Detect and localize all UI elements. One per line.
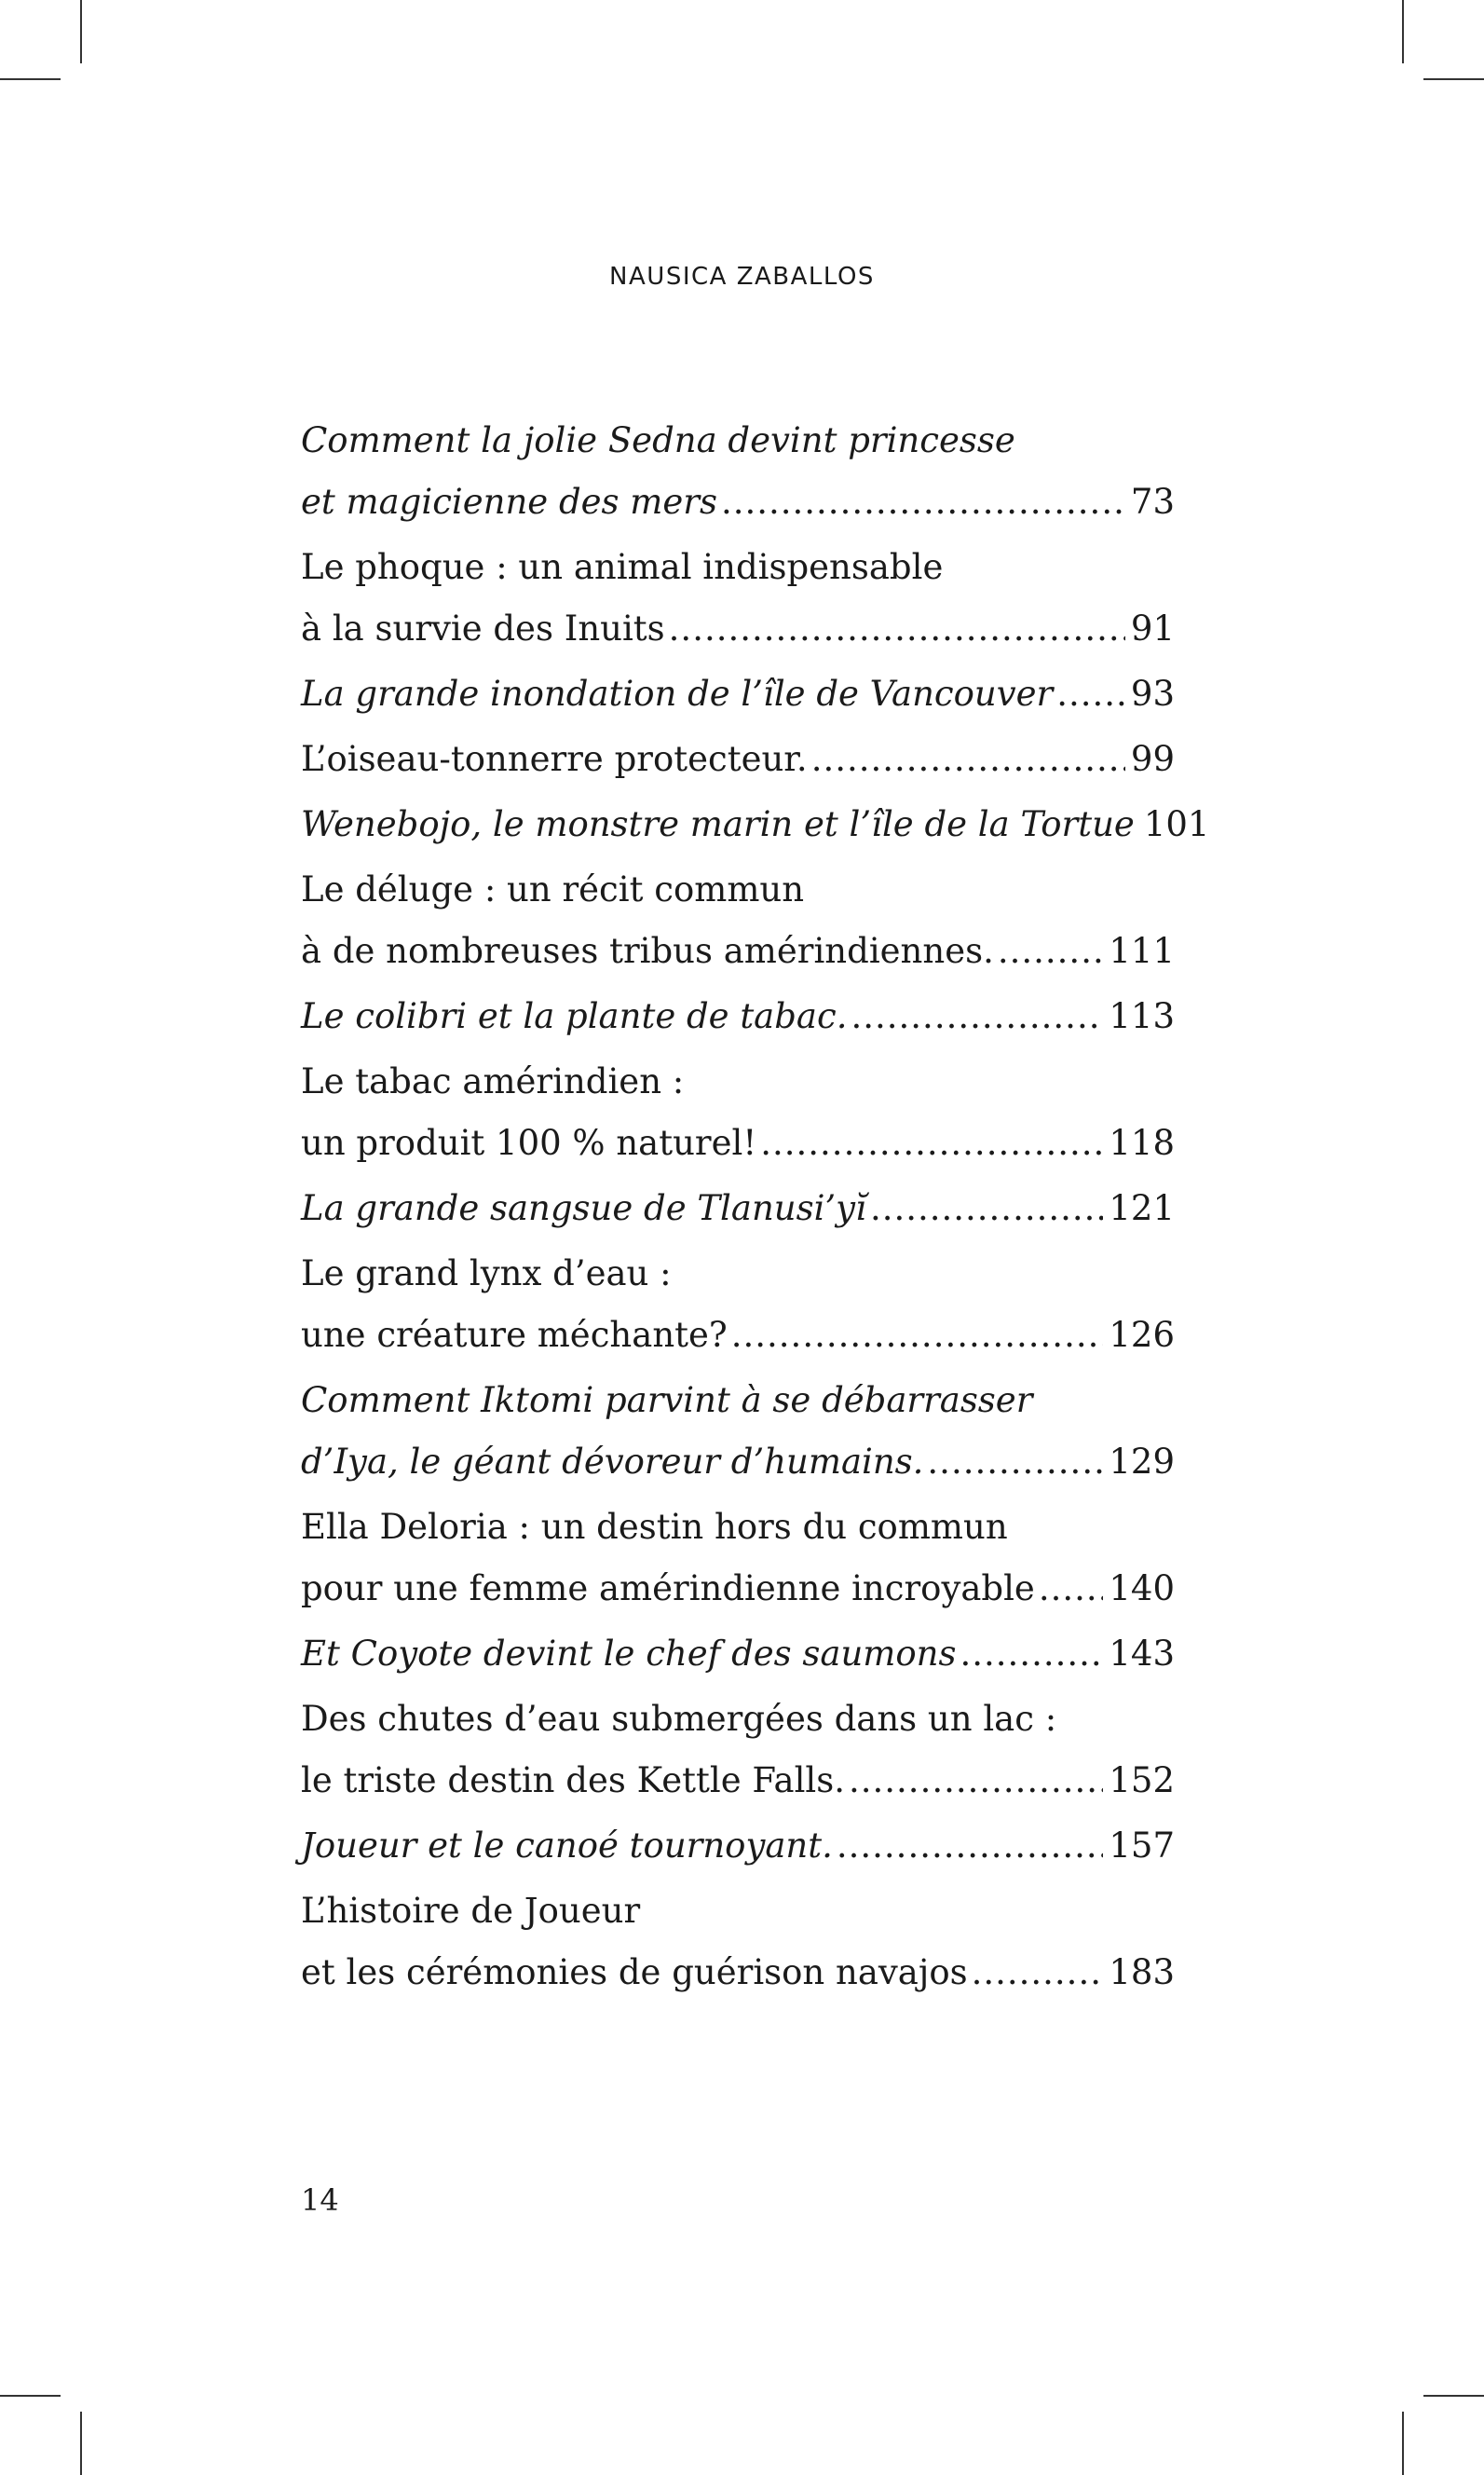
toc-entry xyxy=(301,663,1175,725)
toc-entry xyxy=(301,1497,1175,1620)
toc-entry-title-line: et magicienne des mers xyxy=(301,482,717,522)
dot-leader xyxy=(851,986,1103,1047)
crop-mark-top-left xyxy=(80,0,82,63)
dot-leader xyxy=(1039,1558,1104,1620)
toc-entry-title-line: Comment Iktomi parvint à se débarrasser xyxy=(301,1380,1033,1420)
toc-entry-title-line: L’oiseau-tonnerre protecteur. xyxy=(301,739,808,779)
toc-entry-page: 113 xyxy=(1109,996,1175,1036)
toc-entry-page: 157 xyxy=(1109,1825,1175,1866)
toc-entry xyxy=(301,1689,1175,1812)
toc-entry-row xyxy=(301,1558,1175,1620)
toc-entry-row xyxy=(301,794,1210,855)
toc-entry-page: 73 xyxy=(1130,482,1175,522)
crop-mark-top-right xyxy=(1402,0,1404,63)
toc-entry xyxy=(301,1051,1175,1174)
toc-entry-title-line: Joueur et le canoé tournoyant. xyxy=(301,1825,833,1866)
toc-entry-title-line: Le déluge : un récit commun xyxy=(301,869,805,909)
toc-entry-title-line: La grande inondation de l’île de Vancouver xyxy=(301,674,1054,714)
toc-entry-page: 118 xyxy=(1109,1123,1175,1163)
dot-leader xyxy=(960,1623,1104,1685)
page-number: 14 xyxy=(301,2182,339,2218)
dot-leader xyxy=(927,1431,1103,1493)
toc-entry-page: 126 xyxy=(1109,1315,1175,1355)
toc-entry xyxy=(301,729,1175,790)
dot-leader xyxy=(1056,663,1125,725)
toc-entry-row xyxy=(301,986,1175,1047)
toc-entry xyxy=(301,1623,1175,1685)
toc-entry-row xyxy=(301,1113,1175,1174)
toc-entry-title-line: à la survie des Inuits xyxy=(301,608,665,649)
toc-entry-title-line: Comment la jolie Sedna devint princesse xyxy=(301,420,1015,460)
toc-entry-title-line: Le colibri et la plante de tabac. xyxy=(301,996,848,1036)
toc-entry-title-line: le triste destin des Kettle Falls. xyxy=(301,1760,845,1800)
toc-entry-title-line: Et Coyote devint le chef des saumons xyxy=(301,1634,957,1674)
dot-leader xyxy=(849,1750,1103,1812)
crop-mark-bottom-left xyxy=(80,2412,82,2475)
toc-entry xyxy=(301,1243,1175,1366)
toc-entry-row xyxy=(301,1815,1175,1877)
toc-entry-row xyxy=(301,921,1175,982)
toc-entry-page: 121 xyxy=(1109,1188,1175,1228)
dot-leader xyxy=(669,598,1125,660)
toc-entry-title-line: et les cérémonies de guérison navajos xyxy=(301,1952,968,1992)
crop-mark-top-left-h xyxy=(0,78,61,80)
toc-entry-row xyxy=(301,1305,1175,1366)
toc-entry-title-line: une créature méchante? xyxy=(301,1315,728,1355)
crop-mark-bottom-left-h xyxy=(0,2395,61,2397)
toc-entry-title-line: La grande sangsue de Tlanusi’yĭ xyxy=(301,1188,866,1228)
toc-entry-page: 99 xyxy=(1130,739,1175,779)
toc-entry-page: 183 xyxy=(1109,1952,1175,1992)
toc-entry-row xyxy=(301,598,1175,660)
toc-entry-title-line: Wenebojo, le monstre marin et l’île de la Tortue xyxy=(301,804,1135,844)
toc-entry-title-line: un produit 100 % naturel! xyxy=(301,1123,757,1163)
toc-entry xyxy=(301,537,1175,660)
crop-mark-bottom-right-h xyxy=(1423,2395,1484,2397)
toc-entry xyxy=(301,1178,1175,1239)
toc-entry-row xyxy=(301,1750,1175,1812)
toc-entry-title-line: à de nombreuses tribus amérindiennes. xyxy=(301,931,994,971)
toc-entry-row xyxy=(301,1942,1175,2003)
dot-leader xyxy=(760,1113,1103,1174)
toc-entry-title-line: pour une femme amérindienne incroyable xyxy=(301,1568,1035,1608)
toc-entry xyxy=(301,1370,1175,1493)
toc-entry xyxy=(301,1815,1175,1877)
toc-entry-row xyxy=(301,1431,1175,1493)
toc-entry-title-line: Le phoque : un animal indispensable xyxy=(301,547,944,587)
toc-entry-row xyxy=(301,1178,1175,1239)
running-head: NAUSICA ZABALLOS xyxy=(609,263,875,291)
dot-leader xyxy=(721,472,1125,533)
toc-entry xyxy=(301,986,1175,1047)
dot-leader xyxy=(811,729,1125,790)
toc-entry-page: 143 xyxy=(1109,1634,1175,1674)
toc-entry-title-line: Le tabac amérindien : xyxy=(301,1061,685,1101)
toc-entry-title-line: Le grand lynx d’eau : xyxy=(301,1253,672,1293)
toc-entry-page: 91 xyxy=(1130,608,1175,649)
toc-entry-page: 93 xyxy=(1130,674,1175,714)
toc-entry xyxy=(301,1880,1175,2003)
dot-leader xyxy=(731,1305,1104,1366)
toc-entry xyxy=(301,410,1175,533)
toc-entry-page: 111 xyxy=(1109,931,1175,971)
toc-entry-page: 101 xyxy=(1143,804,1210,844)
toc-entry xyxy=(301,859,1175,982)
crop-mark-bottom-right xyxy=(1402,2412,1404,2475)
toc-entry-page: 140 xyxy=(1109,1568,1175,1608)
toc-entry-row xyxy=(301,663,1175,725)
toc-entry-row xyxy=(301,729,1175,790)
dot-leader xyxy=(837,1815,1104,1877)
toc-entry-title-line: d’Iya, le géant dévoreur d’humains. xyxy=(301,1442,924,1482)
toc-entry-page: 129 xyxy=(1109,1442,1175,1482)
dot-leader xyxy=(998,921,1104,982)
toc-entry-row xyxy=(301,472,1175,533)
toc-entry-title-line: Des chutes d’eau submergées dans un lac : xyxy=(301,1699,1057,1739)
toc-entry-title-line: Ella Deloria : un destin hors du commun xyxy=(301,1507,1008,1547)
toc-entry-title-line: L’histoire de Joueur xyxy=(301,1891,641,1931)
toc-entry-row xyxy=(301,1623,1175,1685)
crop-mark-top-right-h xyxy=(1423,78,1484,80)
toc-entry-page: 152 xyxy=(1109,1760,1175,1800)
dot-leader xyxy=(972,1942,1104,2003)
table-of-contents xyxy=(301,410,1210,2007)
dot-leader xyxy=(870,1178,1103,1239)
toc-entry xyxy=(301,794,1210,855)
